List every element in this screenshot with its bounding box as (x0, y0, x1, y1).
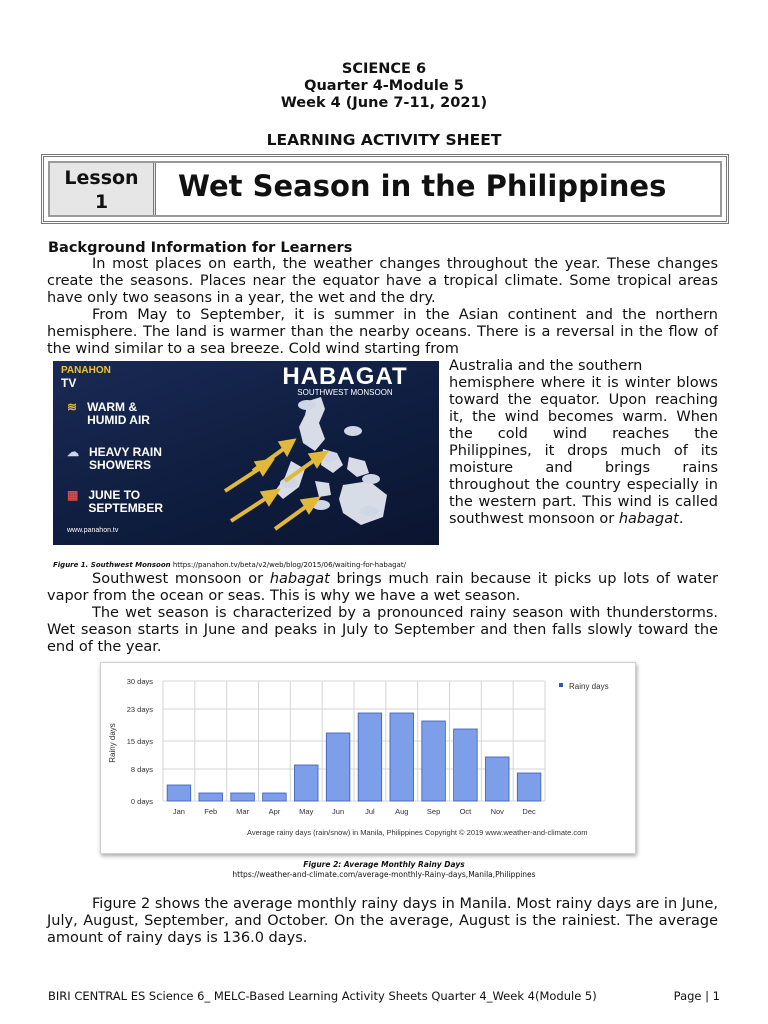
paragraph-2 (47, 307, 718, 358)
lesson-title-box (41, 154, 729, 224)
item1-line2: HUMID AIR (87, 413, 150, 427)
paragraph-2-continued (449, 358, 718, 528)
subject-title: SCIENCE 6 (341, 61, 427, 77)
info-item-rain (67, 446, 162, 472)
rainy-days-chart-svg (101, 663, 635, 853)
figure-1-caption-url: https://panahon.tv/beta/v2/web/blog/2015/06/waiting-for-habagat/ (172, 561, 406, 569)
lesson-label: Lesson (64, 167, 139, 189)
habagat-header (253, 363, 437, 397)
habagat-infographic (53, 361, 439, 545)
item3-line2: SEPTEMBER (88, 501, 164, 515)
bar-mar (231, 793, 255, 801)
x-tick-label: May (299, 807, 314, 816)
paragraph-5-text: Figure 2 shows the average monthly rainy days in Manila. Most rainy days are in June, July, August, September, and October. On the average, August is the rainiest. The average amount of rainy days is 136.0 days. (47, 896, 718, 946)
bar-may (294, 765, 318, 801)
paragraph-4 (47, 605, 718, 656)
x-tick-label: Sep (426, 807, 441, 816)
item1-line1: WARM & (87, 400, 138, 414)
habagat-headline: HABAGAT (282, 363, 408, 390)
page-number: Page | 1 (673, 989, 720, 1003)
lesson-number: 1 (94, 191, 109, 213)
background-heading: Background Information for Learners (48, 240, 353, 256)
paragraph-3-habagat: habagat (269, 571, 330, 587)
bar-apr (263, 793, 287, 801)
item3-line1: JUNE TO (88, 488, 141, 502)
x-tick-label: Dec (522, 807, 536, 816)
paragraph-3-post: brings much rain because it picks up lots of water vapor from the ocean or seas. This is why we have a wet season. (47, 571, 718, 604)
y-tick-label: 15 days (126, 737, 153, 746)
info-item-months (67, 489, 163, 515)
y-tick-label: 0 days (130, 797, 153, 806)
x-tick-label: Feb (204, 807, 218, 816)
x-tick-label: Apr (268, 807, 281, 816)
paragraph-5 (47, 896, 718, 947)
y-tick-label: 30 days (126, 677, 153, 686)
sheet-title: LEARNING ACTIVITY SHEET (266, 131, 502, 149)
bar-jan (167, 785, 191, 801)
panahon-site: www.panahon.tv (67, 527, 119, 534)
x-tick-label: Jun (332, 807, 345, 816)
figure-1-caption-label: Figure 1. Southwest Monsoon (53, 561, 171, 569)
habagat-term: habagat (618, 511, 679, 527)
x-tick-label: Aug (395, 807, 409, 816)
figure-2-caption-url: https://weather-and-climate.com/average-monthly-Rainy-days,Manila,Philippines (232, 870, 536, 879)
paragraph-1-text: In most places on earth, the weather changes throughout the year. These changes create the seasons. Places near the equator have a tropical climate. Some tropical areas have only two seasons in a year, the wet and the dry. (47, 256, 718, 306)
paragraph-2-period: . (678, 511, 684, 527)
lesson-number-cell (50, 163, 156, 215)
bar-feb (199, 793, 223, 801)
x-tick-label: Jul (365, 807, 375, 816)
paragraph-1 (47, 256, 718, 307)
brand-tv: TV (61, 376, 77, 390)
week-title: Week 4 (June 7-11, 2021) (280, 95, 488, 111)
figure-2-caption (0, 860, 768, 880)
info-item-warm (67, 401, 150, 427)
x-tick-label: Jan (172, 807, 185, 816)
chart-y-axis-label: Rainy days (108, 723, 117, 763)
module-title: Quarter 4-Module 5 (304, 78, 464, 94)
paragraph-2-continued-text: hemisphere where it is winter blows toward the equator. Upon reaching it, the wind becomes warm. When the cold wind reaches the Philippines, it drops much of its moisture and brings rains throughout the country especially in the western part. This wind is called southwest monsoon or (449, 375, 718, 527)
bar-oct (454, 729, 478, 801)
legend-label: Rainy days (569, 682, 609, 691)
bar-aug (390, 713, 414, 801)
rain-cloud-icon: ☁ (67, 445, 79, 459)
habagat-subheadline: SOUTHWEST MONSOON (297, 388, 393, 397)
x-tick-label: Mar (236, 807, 250, 816)
legend-swatch (559, 683, 563, 687)
figure-2-caption-label: Figure 2: Average Monthly Rainy Days (303, 860, 465, 869)
wind-arrows (225, 441, 325, 529)
bar-nov (485, 757, 509, 801)
paragraph-3 (47, 571, 718, 605)
bar-jul (358, 713, 382, 801)
y-tick-label: 23 days (126, 705, 153, 714)
item2-line1: HEAVY RAIN (89, 445, 162, 459)
x-tick-label: Oct (459, 807, 472, 816)
panahon-logo (61, 365, 111, 390)
x-tick-label: Nov (490, 807, 504, 816)
bar-sep (422, 721, 446, 801)
lesson-title: Wet Season in the Philippines (178, 169, 667, 203)
paragraph-2-text: From May to September, it is summer in the Asian continent and the northern hemisphere. The land is warmer than the nearby oceans. There is a reversal in the flow of the wind similar to a sea breeze. Cold wind starting from (47, 307, 718, 357)
y-tick-label: 8 days (130, 765, 153, 774)
page-footer (48, 989, 720, 1003)
wind-icon: ≋ (67, 400, 78, 414)
paragraph-3-pre: Southwest monsoon or (92, 571, 264, 587)
calendar-icon: ▦ (67, 488, 79, 502)
bar-dec (517, 773, 541, 801)
rainy-days-chart (100, 662, 636, 854)
footer-left: BIRI CENTRAL ES Science 6_ MELC-Based Learning Activity Sheets Quarter 4_Week 4(Module 5) (48, 989, 597, 1003)
item2-line2: SHOWERS (89, 458, 152, 472)
paragraph-2-continued-line1: Australia and the southern (449, 358, 643, 374)
brand-name: PANAHON (61, 365, 111, 376)
figure-1-caption (53, 561, 406, 569)
chart-footer-note: Average rainy days (rain/snow) in Manila, Philippines Copyright © 2019 www.weather-and-climate.com (247, 828, 588, 837)
paragraph-4-text: The wet season is characterized by a pronounced rainy season with thunderstorms. Wet season starts in June and peaks in July to September and then falls slowly toward the end of the year. (47, 605, 718, 655)
bar-jun (326, 733, 350, 801)
